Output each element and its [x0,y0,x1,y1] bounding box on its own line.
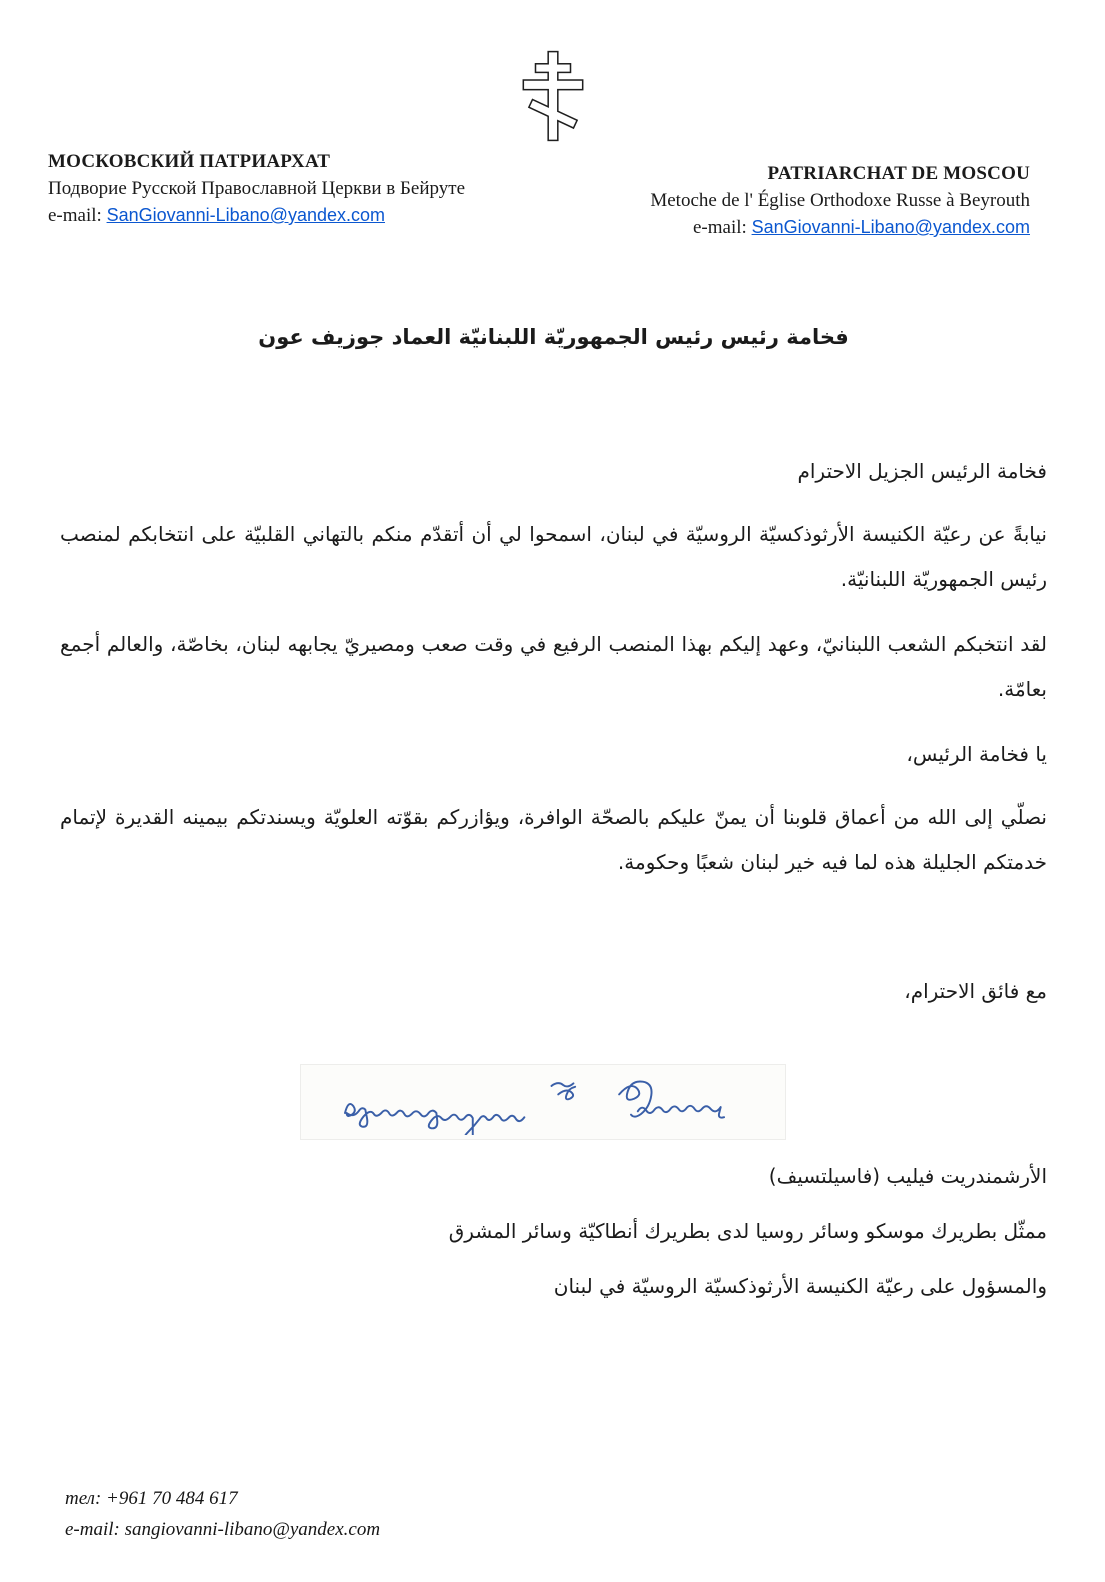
letterhead-french-email-row [650,214,1030,241]
orthodox-cross-icon [0,50,1105,142]
paragraph-election: لقد انتخبكم الشعب اللبنانيّ، وعهد إليكم بهذا المنصب الرفيع في وقت صعب ومصيريّ يجابهه لبنان، بخاصّة، والعالم أجمع بعامّة. [60,632,1047,701]
letterhead-russian-email-row [48,202,465,229]
signoff-title-2: والمسؤول على رعيّة الكنيسة الأرثوذكسيّة الروسيّة في لبنان [553,1274,1047,1298]
footer-phone: тел: +961 70 484 617 [65,1488,238,1509]
signoff-title-1: ممثّل بطريرك موسكو وسائر روسيا لدى بطريرك أنطاكيّة وسائر المشرق [448,1219,1047,1243]
letter-body [0,325,1105,1014]
footer-email: e-mail: sangiovanni-libano@yandex.com [65,1519,381,1540]
paragraph-prayer: نصلّي إلى الله من أعماق قلوبنا أن يمنّ عليكم بالصحّة الوافرة، ويؤازركم بقوّته العلويّة ويسندتكم بيمينه القديرة لإتمام خدمتكم الجليلة هذه لما فيه خير لبنان شعبًا وحكومة. [60,805,1047,874]
letterhead-russian [48,148,465,241]
paragraph-congratulations: نيابةً عن رعيّة الكنيسة الأرثوذكسيّة الروسيّة في لبنان، اسمحوا لي أن أتقدّم منكم بالتهاني القلبيّة على انتخابكم لمنصب رئيس الجمهوريّة اللبنانيّة. [60,522,1047,591]
vocative-line: يا فخامة الرئيس، [906,742,1047,766]
email-link[interactable]: SanGiovanni-Libano@yandex.com [106,205,385,225]
closing-line: مع فائق الاحترام، [904,979,1047,1003]
email-label: e-mail: [693,217,752,238]
letterhead-french-title: PATRIARCHAT DE MOSCOU [767,163,1030,184]
footer-contact [65,1483,380,1545]
signature-image [300,1064,786,1140]
salutation: فخامة الرئيس الجزيل الاحترام [797,459,1047,483]
signoff-name: الأرشمندريت فيليب (فاسيلتسيف) [768,1164,1047,1188]
letter-title: فخامة رئيس رئيس الجمهوريّة اللبنانيّة العماد جوزيف عون [258,325,849,349]
email-label: e-mail: [48,205,107,226]
letterhead-russian-title: МОСКОВСКИЙ ПАТРИАРХАТ [48,151,331,172]
letterhead-russian-subtitle: Подворие Русской Православной Церкви в Бейруте [48,178,466,199]
letterhead-french-subtitle: Metoche de l' Église Orthodoxe Russe à Beyrouth [650,190,1030,211]
letterhead-french [650,148,1030,241]
letterhead [0,142,1105,241]
email-link[interactable]: SanGiovanni-Libano@yandex.com [751,217,1030,237]
signoff-block [0,1140,1105,1309]
